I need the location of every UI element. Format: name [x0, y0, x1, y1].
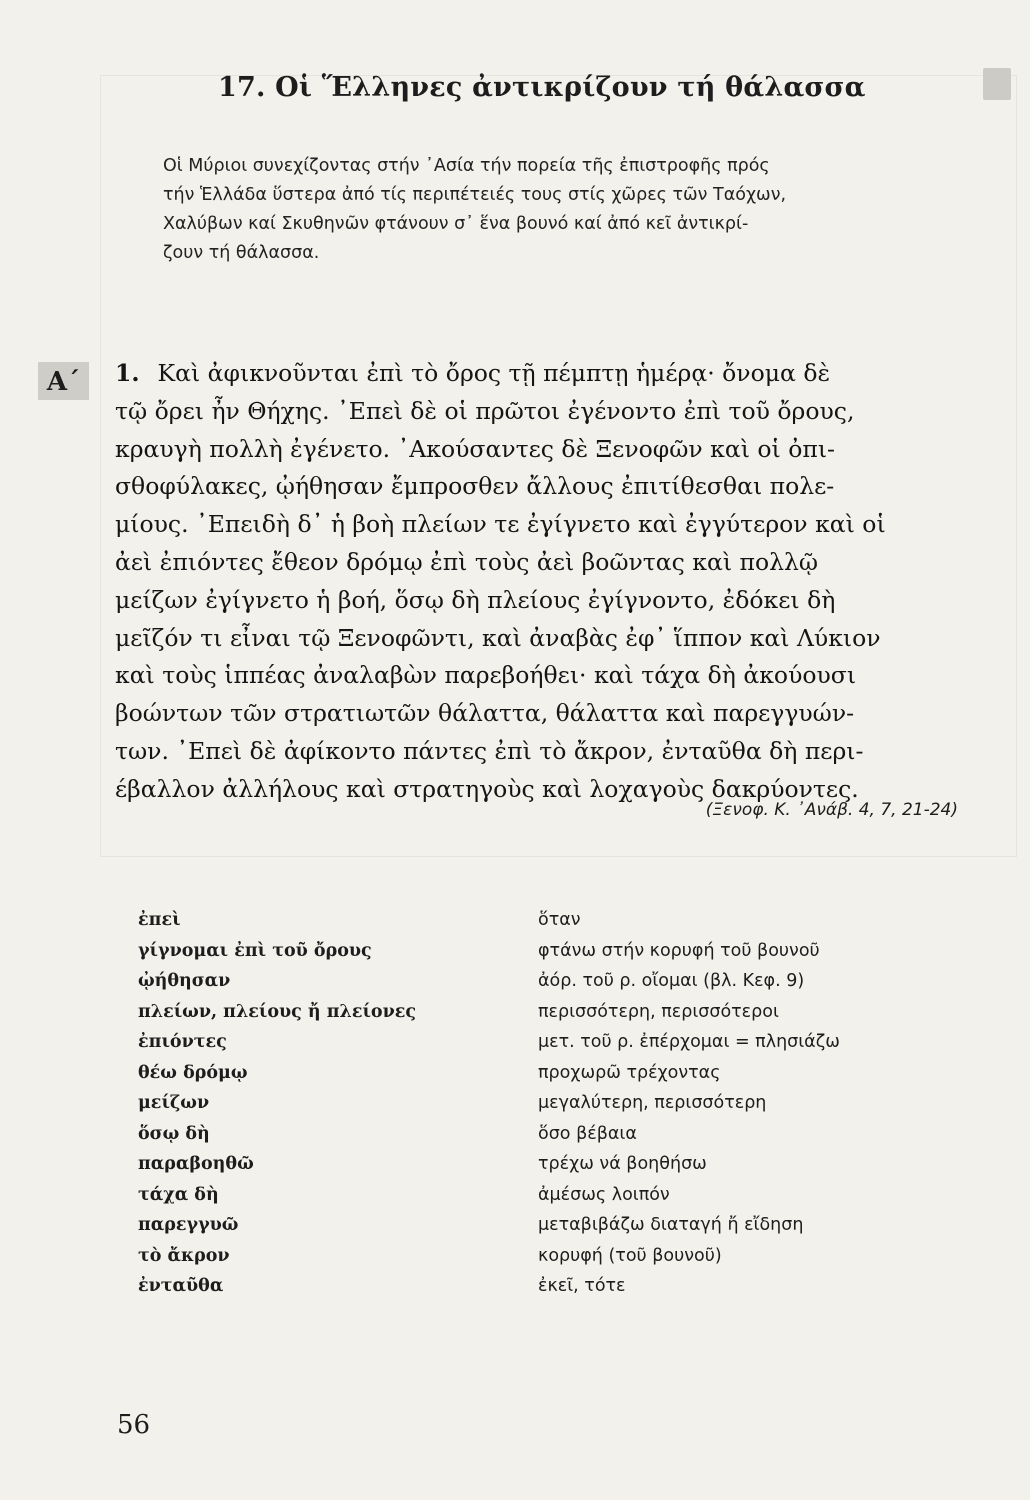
- chapter-introduction: [163, 152, 963, 268]
- vocabulary-glossary: [138, 910, 938, 1307]
- glossary-definition: ὅταν: [538, 910, 581, 930]
- passage-line: μεῖζόν τι εἶναι τῷ Ξενοφῶντι, καὶ ἀναβὰς ἐφ᾿ ἵππον καὶ Λύκιον: [115, 623, 881, 652]
- glossary-term: παραβοηθῶ: [138, 1154, 254, 1174]
- glossary-row: [138, 1093, 938, 1124]
- glossary-definition: μεγαλύτερη, περισσότερη: [538, 1093, 767, 1113]
- glossary-row: [138, 1002, 938, 1033]
- glossary-term: πλείων, πλείους ἤ πλείονες: [138, 1001, 417, 1022]
- page-edge-tab: [983, 68, 1011, 100]
- glossary-term: μείζων: [138, 1093, 210, 1113]
- glossary-term: τάχα δὴ: [138, 1184, 219, 1205]
- chapter-title: 17. Οἱ Ἕλληνες ἀντικρίζουν τή θάλασσα: [218, 72, 866, 103]
- passage-line: μίους. ᾿Επειδὴ δ᾿ ἡ βοὴ πλείων τε ἐγίγνετο καὶ ἐγγύτερον καὶ οἱ: [115, 510, 886, 539]
- glossary-row: [138, 1124, 938, 1155]
- glossary-row: [138, 1215, 938, 1246]
- passage-number: 1.: [115, 359, 140, 387]
- glossary-definition: προχωρῶ τρέχοντας: [538, 1062, 721, 1083]
- glossary-term: ᾠήθησαν: [138, 971, 231, 991]
- page-number: 56: [117, 1410, 151, 1440]
- glossary-definition: φτάνω στήν κορυφή τοῦ βουνοῦ: [538, 940, 820, 961]
- glossary-row: [138, 971, 938, 1002]
- glossary-definition: περισσότερη, περισσότεροι: [538, 1001, 779, 1022]
- passage-line: μείζων ἐγίγνετο ἡ βοή, ὅσῳ δὴ πλείους ἐγίγνοντο, ἐδόκει δὴ: [115, 585, 836, 614]
- passage-line: βοώντων τῶν στρατιωτῶν θάλαττα, θάλαττα καὶ παρεγγυών-: [115, 699, 855, 728]
- passage-line: σθοφύλακες, ᾠήθησαν ἔμπροσθεν ἄλλους ἐπιτίθεσθαι πολε-: [115, 472, 835, 501]
- glossary-row: [138, 941, 938, 972]
- passage-line: κραυγὴ πολλὴ ἐγένετο. ᾿Ακούσαντες δὲ Ξενοφῶν καὶ οἱ ὀπι-: [115, 434, 835, 463]
- passage-line: των. ᾿Επεὶ δὲ ἀφίκοντο πάντες ἐπὶ τὸ ἄκρον, ἐνταῦθα δὴ περι-: [115, 736, 864, 765]
- glossary-definition: μετ. τοῦ ρ. ἐπέρχομαι = πλησιάζω: [538, 1032, 840, 1052]
- glossary-row: [138, 1276, 938, 1307]
- glossary-row: [138, 1063, 938, 1094]
- passage-line: ἀεὶ ἐπιόντες ἔθεον δρόμῳ ἐπὶ τοὺς ἀεὶ βοῶντας καὶ πολλῷ: [115, 547, 819, 576]
- glossary-term: ὅσῳ δὴ: [138, 1123, 210, 1144]
- glossary-term: ἐνταῦθα: [138, 1276, 224, 1296]
- intro-line: ζουν τή θάλασσα.: [163, 243, 320, 263]
- glossary-term: γίγνομαι ἐπὶ τοῦ ὄρους: [138, 940, 372, 961]
- glossary-row: [138, 910, 938, 941]
- section-marker: Α΄: [38, 362, 89, 400]
- glossary-row: [138, 1154, 938, 1185]
- glossary-definition: ἐκεῖ, τότε: [538, 1276, 626, 1296]
- glossary-definition: ἀόρ. τοῦ ρ. οἴομαι (βλ. Κεφ. 9): [538, 971, 805, 991]
- glossary-term: τὸ ἄκρον: [138, 1245, 230, 1266]
- glossary-definition: ὅσο βέβαια: [538, 1123, 637, 1144]
- glossary-row: [138, 1032, 938, 1063]
- glossary-definition: κορυφή (τοῦ βουνοῦ): [538, 1245, 722, 1266]
- passage-line: τῷ ὄρει ἦν Θήχης. ᾿Επεὶ δὲ οἱ πρῶτοι ἐγένοντο ἐπὶ τοῦ ὄρους,: [115, 396, 855, 425]
- glossary-definition: μεταβιβάζω διαταγή ἤ εἴδηση: [538, 1215, 804, 1235]
- glossary-row: [138, 1246, 938, 1277]
- glossary-row: [138, 1185, 938, 1216]
- glossary-term: ἐπιόντες: [138, 1032, 227, 1052]
- glossary-definition: τρέχω νά βοηθήσω: [538, 1154, 707, 1174]
- passage-line: καὶ τοὺς ἱππέας ἀναλαβὼν παρεβοήθει· καὶ τάχα δὴ ἀκούουσι: [115, 661, 857, 690]
- intro-line: Οἱ Μύριοι συνεχίζοντας στήν ᾿Ασία τήν πορεία τῆς ἐπιστροφῆς πρός: [163, 156, 770, 176]
- glossary-term: ἐπεὶ: [138, 910, 181, 930]
- glossary-term: παρεγγυῶ: [138, 1215, 239, 1235]
- ancient-greek-passage: [115, 355, 975, 809]
- intro-line: Χαλύβων καί Σκυθηνῶν φτάνουν σ᾿ ἕνα βουνό καί ἀπό κεῖ ἀντικρί-: [163, 214, 749, 234]
- passage-line: έβαλλον ἀλλήλους καὶ στρατηγοὺς καὶ λοχαγοὺς δακρύοντες.: [115, 774, 859, 803]
- source-citation: (Ξενοφ. Κ. ᾿Ανάβ. 4, 7, 21-24): [705, 800, 958, 820]
- glossary-definition: ἀμέσως λοιπόν: [538, 1184, 670, 1205]
- passage-line-text: Καὶ ἀφικνοῦνται ἐπὶ τὸ ὄρος τῇ πέμπτῃ ἡμέρᾳ· ὄνομα δὲ: [157, 359, 831, 387]
- passage-line: [115, 355, 975, 393]
- intro-line: τήν Ἑλλάδα ὕστερα ἀπό τίς περιπέτειές τους στίς χῶρες τῶν Ταόχων,: [163, 185, 787, 205]
- glossary-term: θέω δρόμῳ: [138, 1062, 248, 1083]
